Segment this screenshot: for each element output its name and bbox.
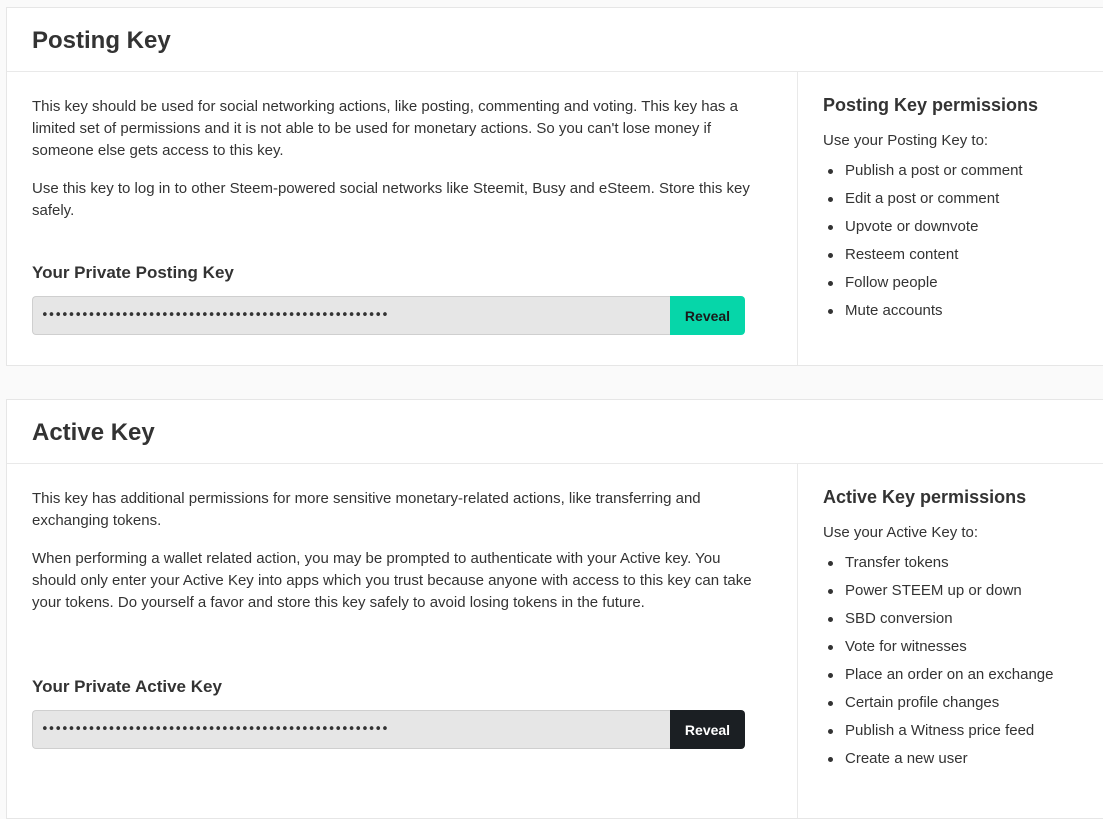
list-item: Certain profile changes [823, 689, 1053, 717]
list-item: Upvote or downvote [823, 213, 1023, 241]
active-permissions-list [823, 549, 1053, 773]
list-item: SBD conversion [823, 605, 1053, 633]
active-key-title: Active Key [32, 419, 155, 446]
active-key-description-1: This key has additional permissions for more sensitive monetary-related actions, like transferring and exchanging tokens. [32, 490, 701, 529]
posting-key-label: Your Private Posting Key [32, 263, 234, 282]
list-item: Publish a post or comment [823, 157, 1023, 185]
posting-key-body [7, 72, 1103, 365]
active-key-header [7, 400, 1103, 464]
posting-key-reveal-button[interactable]: Reveal [670, 296, 745, 335]
posting-key-title: Posting Key [32, 27, 171, 54]
list-item: Create a new user [823, 745, 1053, 773]
posting-key-field-group [32, 296, 745, 335]
list-item: Follow people [823, 269, 1023, 297]
active-key-body [7, 464, 1103, 818]
active-key-card [6, 399, 1103, 819]
posting-permissions-title: Posting Key permissions [823, 95, 1039, 115]
active-permissions-intro: Use your Active Key to: [823, 524, 979, 541]
posting-permissions-intro: Use your Posting Key to: [823, 132, 989, 149]
posting-key-details [7, 72, 797, 365]
list-item: Resteem content [823, 241, 1023, 269]
list-item: Place an order on an exchange [823, 661, 1053, 689]
active-key-input[interactable] [32, 710, 670, 749]
list-item: Publish a Witness price feed [823, 717, 1053, 745]
posting-key-description-1: This key should be used for social networking actions, like posting, commenting and voting. This key has a limited set of permissions and it is not able to be used for monetary actions. So you can't lose money if someone else gets access to this key. [32, 98, 738, 159]
active-key-reveal-button[interactable]: Reveal [670, 710, 745, 749]
active-key-label: Your Private Active Key [32, 677, 222, 696]
list-item: Power STEEM up or down [823, 577, 1053, 605]
posting-key-permissions-panel [797, 72, 1103, 365]
list-item: Edit a post or comment [823, 185, 1023, 213]
list-item: Transfer tokens [823, 549, 1053, 577]
active-key-field-group [32, 710, 745, 749]
active-key-description-2: When performing a wallet related action, you may be prompted to authenticate with your Active key. You should only enter your Active Key into apps which you trust because anyone with access to this key can take your tokens. Do yourself a favor and store this key safely to avoid losing tokens in the future. [32, 550, 752, 611]
posting-key-card [6, 7, 1103, 366]
list-item: Vote for witnesses [823, 633, 1053, 661]
posting-key-description-2: Use this key to log in to other Steem-powered social networks like Steemit, Busy and eSteem. Store this key safely. [32, 180, 750, 219]
posting-key-input[interactable] [32, 296, 670, 335]
active-key-permissions-panel [797, 464, 1103, 818]
active-key-details [7, 464, 797, 818]
posting-permissions-list [823, 157, 1023, 325]
list-item: Mute accounts [823, 297, 1023, 325]
posting-key-header [7, 8, 1103, 72]
active-permissions-title: Active Key permissions [823, 487, 1027, 507]
